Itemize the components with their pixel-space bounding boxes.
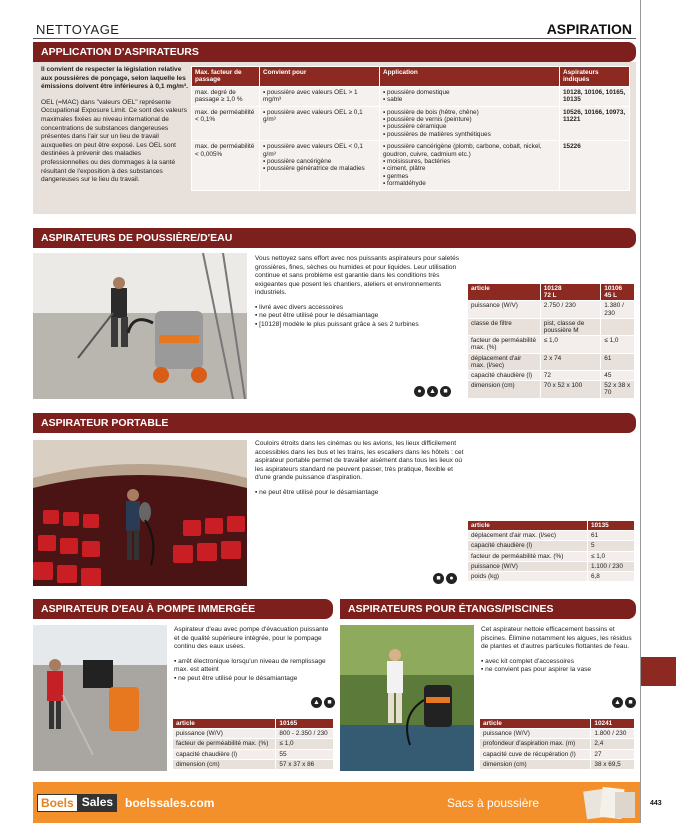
dust-water-spec-row	[468, 381, 635, 398]
spec-cell: 5	[587, 541, 634, 551]
application-factor: max. de perméabilité < 0,005%	[192, 141, 260, 190]
application-list-item: ▪ poussière domestique	[383, 89, 556, 96]
application-factor: max. degré de passage ≥ 1,0 %	[192, 86, 260, 106]
dust-water-spec-row	[468, 353, 635, 370]
header-divider	[33, 38, 636, 39]
spec-cell: ≤ 1,0	[540, 336, 601, 353]
application-row	[192, 141, 630, 190]
spec-cell: 72	[540, 371, 601, 381]
spec-cell: pist, classe de poussière M	[540, 318, 601, 335]
pond-heading: ASPIRATEURS POUR ÉTANGS/PISCINES	[340, 599, 636, 619]
pond-spec-row	[480, 729, 635, 739]
portable-spec-row	[468, 541, 635, 551]
application-intro-bold: Il convient de respecter la législation relative aux poussières de ponçage, selon laquelle les émissions doivent être inférieures à 0,1 mg/m³.	[41, 66, 188, 91]
dust-water-bullet: ▪ ne peut être utilisé pour le désamiantage	[255, 312, 467, 321]
spec-cell: capacité cuve de récupération (l)	[480, 749, 591, 759]
portable-spec-table	[467, 520, 635, 582]
pond-description: Cet aspirateur nettoie efficacement bassins et piscines. Élimine notamment les algues, les résidus de plantes et d'autres particules flottantes de l'eau. ▪ avec kit complet d'accessoires ▪ ne convient pas pour aspirer la vase	[481, 626, 637, 675]
dust-water-heading: ASPIRATEURS DE POUSSIÈRE/D'EAU	[33, 228, 636, 248]
spec-cell: 2 x 74	[540, 353, 601, 370]
dust-water-icons	[414, 386, 451, 397]
application-suits	[260, 86, 380, 106]
spec-cell: puissance (W/V)	[468, 301, 541, 318]
spec-cell: 45	[601, 371, 635, 381]
dust-water-bullet: ▪ [10128] modèle le plus puissant grâce à ses 2 turbines	[255, 321, 467, 330]
application-list-item: ▪ poussière de vernis (peinture)	[383, 116, 556, 123]
water-drop-icon: ▲	[311, 697, 322, 708]
water-pump-spec-table	[172, 718, 334, 770]
dust-water-spec-header: article	[468, 284, 541, 301]
dust-icon: ●	[446, 573, 457, 584]
spec-cell: ≤ 1,0	[276, 739, 334, 749]
application-list-item: ▪ poussière avec valeurs OEL ≥ 0,1 g/m³	[263, 109, 376, 124]
application-heading: APPLICATION D'ASPIRATEURS	[33, 42, 636, 62]
spec-cell: facteur de perméabilité max. (%)	[173, 739, 276, 749]
water-pump-bullet: ▪ arrêt électronique lorsqu'un niveau de remplissage max. est atteint	[174, 658, 334, 675]
portable-spec-row	[468, 531, 635, 541]
brand-logo[interactable]: Boels Sales	[37, 794, 117, 812]
hand-icon: ■	[440, 386, 451, 397]
application-col-header: Max. facteur de passage	[192, 67, 260, 87]
dust-water-spec-header: 10106 45 L	[601, 284, 635, 301]
water-pump-spec-header: 10165	[276, 719, 334, 729]
portable-bullet: ▪ ne peut être utilisé pour le désamiantage	[255, 489, 469, 498]
website-link[interactable]: boelssales.com	[125, 796, 215, 810]
pond-bullet: ▪ avec kit complet d'accessoires	[481, 658, 637, 667]
application-panel	[33, 62, 636, 214]
water-pump-spec-header: article	[173, 719, 276, 729]
portable-photo	[33, 440, 247, 586]
pond-spec-header: article	[480, 719, 591, 729]
spec-cell: 1.100 / 230	[587, 561, 634, 571]
application-intro-text: OEL (=MAC) dans "valeurs OEL" représente Occupational Exposure Limit. Ce sont des valeurs maximales fixées au niveau international de concentrations de substances dangereuses présentes dans l'air sur un lieu de travail auxquelles on peut être exposé. Les OEL sont destinées à prévenir des maladies professionnelles ou des dommages à la santé résultant de l'exposition à des substances dangereuses sur le lieu du travail.	[41, 98, 187, 184]
spec-cell	[601, 318, 635, 335]
dust-bags-label: Sacs à poussière	[447, 796, 540, 810]
portable-spec-row	[468, 561, 635, 571]
pond-icons	[612, 697, 636, 708]
application-articles: 15226	[560, 141, 630, 190]
application-list-item: ▪ poussière avec valeurs OEL > 1 mg/m³	[263, 89, 376, 104]
application-row	[192, 86, 630, 106]
pond-spec-header: 10241	[591, 719, 635, 729]
hand-icon: ■	[433, 573, 444, 584]
application-suits	[260, 106, 380, 141]
page-number: 443	[650, 800, 662, 807]
water-pump-description: Aspirateur d'eau avec pompe d'évacuation puissante et de qualité supérieure intégrée, pour le pompage continu des eaux usées. ▪ arrêt électronique lorsqu'un niveau de remplissage max. est atteint ▪ ne peut être utilisé pour le désamiantage	[174, 626, 334, 683]
application-factor: max. de perméabilité < 0,1%	[192, 106, 260, 141]
dust-water-photo	[33, 253, 247, 399]
application-intro	[41, 66, 189, 192]
spec-cell: facteur de perméabilité max. (%)	[468, 336, 541, 353]
application-list-item: ▪ poussières de matières synthétiques	[383, 131, 556, 138]
pond-spec-row	[480, 739, 635, 749]
application-list-item: ▪ ciment, plâtre	[383, 165, 556, 172]
spec-cell: 27	[591, 749, 635, 759]
spec-cell: 2.750 / 230	[540, 301, 601, 318]
spec-cell: profondeur d'aspiration max. (m)	[480, 739, 591, 749]
spec-cell: 6,8	[587, 572, 634, 582]
spec-cell: puissance (W/V)	[173, 729, 276, 739]
pond-spec-row	[480, 749, 635, 759]
spec-cell: facteur de perméabilité max. (%)	[468, 551, 588, 561]
application-table	[191, 66, 630, 191]
water-pump-icons	[311, 697, 335, 708]
spec-cell: classe de filtre	[468, 318, 541, 335]
hand-icon: ■	[324, 697, 335, 708]
spec-cell: déplacement d'air max. (l/sec)	[468, 531, 588, 541]
portable-heading: ASPIRATEUR PORTABLE	[33, 413, 636, 433]
hand-icon: ■	[625, 697, 636, 708]
application-list-item: ▪ sable	[383, 96, 556, 103]
pond-bullet: ▪ ne convient pas pour aspirer la vase	[481, 666, 637, 675]
application-row	[192, 106, 630, 141]
application-list-item: ▪ poussière cancérigène	[263, 158, 376, 165]
water-drop-icon: ▲	[612, 697, 623, 708]
spec-cell: 800 - 2.350 / 230	[276, 729, 334, 739]
application-suits	[260, 141, 380, 190]
application-apps	[380, 141, 560, 190]
application-col-header: Convient pour	[260, 67, 380, 87]
application-list-item: ▪ poussière de bois (hêtre, chêne)	[383, 109, 556, 116]
application-col-header: Application	[380, 67, 560, 87]
application-list-item: ▪ formaldéhyde	[383, 180, 556, 187]
category-title: ASPIRATION	[546, 21, 632, 37]
dust-water-description: Vous nettoyez sans effort avec nos puissants aspirateurs pour saletés grossières, fines, sèches ou humides et pour liquides. Leur utilisation continue et sans problème est garantie dans les conditions très exigeantes que posent les chantiers, ateliers et environnements industriels. ▪ livré avec divers accessoires ▪ ne peut être utilisé pour le désamiantage ▪ [10128] modèle le plus puissant grâce à ses 2 turbines	[255, 255, 467, 329]
portable-spec-header: article	[468, 521, 588, 531]
portable-spec-row	[468, 572, 635, 582]
dust-water-spec-header: 10128 72 L	[540, 284, 601, 301]
pond-spec-table	[479, 718, 635, 770]
spec-cell: déplacement d'air max. (l/sec)	[468, 353, 541, 370]
portable-spec-header: 10135	[587, 521, 634, 531]
application-apps	[380, 106, 560, 141]
water-pump-spec-row	[173, 749, 334, 759]
application-list-item: ▪ germes	[383, 173, 556, 180]
application-articles: 10526, 10166, 10973, 11221	[560, 106, 630, 141]
water-pump-photo	[33, 625, 167, 771]
dust-icon: ●	[414, 386, 425, 397]
side-tab-marker	[641, 657, 676, 686]
dust-water-spec-row	[468, 336, 635, 353]
application-col-header: Aspirateurs indiqués	[560, 67, 630, 87]
spec-cell: 1.800 / 230	[591, 729, 635, 739]
spec-cell: 55	[276, 749, 334, 759]
spec-cell: capacité chaudière (l)	[468, 541, 588, 551]
water-drop-icon: ▲	[427, 386, 438, 397]
spec-cell: 57 x 37 x 86	[276, 759, 334, 769]
spec-cell: 38 x 69,5	[591, 759, 635, 769]
spec-cell: 61	[587, 531, 634, 541]
application-list-item: ▪ poussière cancérigène (plomb, carbone, cobalt, nickel, goudron, cuivre, cadmium etc.)	[383, 143, 556, 158]
spec-cell: dimension (cm)	[468, 381, 541, 398]
spec-cell: 52 x 38 x 70	[601, 381, 635, 398]
water-pump-spec-row	[173, 739, 334, 749]
water-pump-spec-row	[173, 729, 334, 739]
application-list-item: ▪ poussière céramique	[383, 123, 556, 130]
spec-cell: dimension (cm)	[173, 759, 276, 769]
application-apps	[380, 86, 560, 106]
spec-cell: 2,4	[591, 739, 635, 749]
spec-cell: capacité chaudière (l)	[173, 749, 276, 759]
portable-icons	[433, 573, 457, 584]
spec-cell: puissance (W/V)	[480, 729, 591, 739]
spec-cell: 61	[601, 353, 635, 370]
application-list-item: ▪ moisissures, bactéries	[383, 158, 556, 165]
dust-water-bullet: ▪ livré avec divers accessoires	[255, 304, 467, 313]
spec-cell: ≤ 1,0	[601, 336, 635, 353]
spec-cell: capacité chaudière (l)	[468, 371, 541, 381]
dust-bags-image	[581, 784, 639, 822]
dust-water-spec-row	[468, 371, 635, 381]
spec-cell: 70 x 52 x 100	[540, 381, 601, 398]
spec-cell: ≤ 1,0	[587, 551, 634, 561]
pond-photo	[340, 625, 474, 771]
water-pump-heading: ASPIRATEUR D'EAU À POMPE IMMERGÉE	[33, 599, 333, 619]
spec-cell: dimension (cm)	[480, 759, 591, 769]
footer-banner	[33, 782, 640, 823]
dust-water-spec-row	[468, 301, 635, 318]
spec-cell: poids (kg)	[468, 572, 588, 582]
spec-cell: puissance (W/V)	[468, 561, 588, 571]
dust-water-spec-row	[468, 318, 635, 335]
pond-spec-row	[480, 759, 635, 769]
water-pump-bullet: ▪ ne peut être utilisé pour le désamiantage	[174, 675, 334, 684]
spec-cell: 1.380 / 230	[601, 301, 635, 318]
section-label: NETTOYAGE	[36, 22, 120, 37]
application-articles: 10128, 10106, 10165, 10135	[560, 86, 630, 106]
page-edge-line	[640, 0, 641, 823]
application-list-item: ▪ poussière génératrice de maladies	[263, 165, 376, 172]
application-list-item: ▪ poussière avec valeurs OEL < 0,1 g/m³	[263, 143, 376, 158]
dust-water-spec-table	[467, 283, 635, 399]
portable-spec-row	[468, 551, 635, 561]
portable-description: Couloirs étroits dans les cinémas ou les avions, les lieux difficilement accessibles dans les bus et les trains, les escaliers dans les hôtels : cet aspirateur portable permet de travailler aisément dans tous les lieux où les aspirateurs standard ne peuvent passer, très pratique, flexible et d'une grande puissance d'aspiration. ▪ ne peut être utilisé pour le désamiantage	[255, 440, 469, 497]
water-pump-spec-row	[173, 759, 334, 769]
